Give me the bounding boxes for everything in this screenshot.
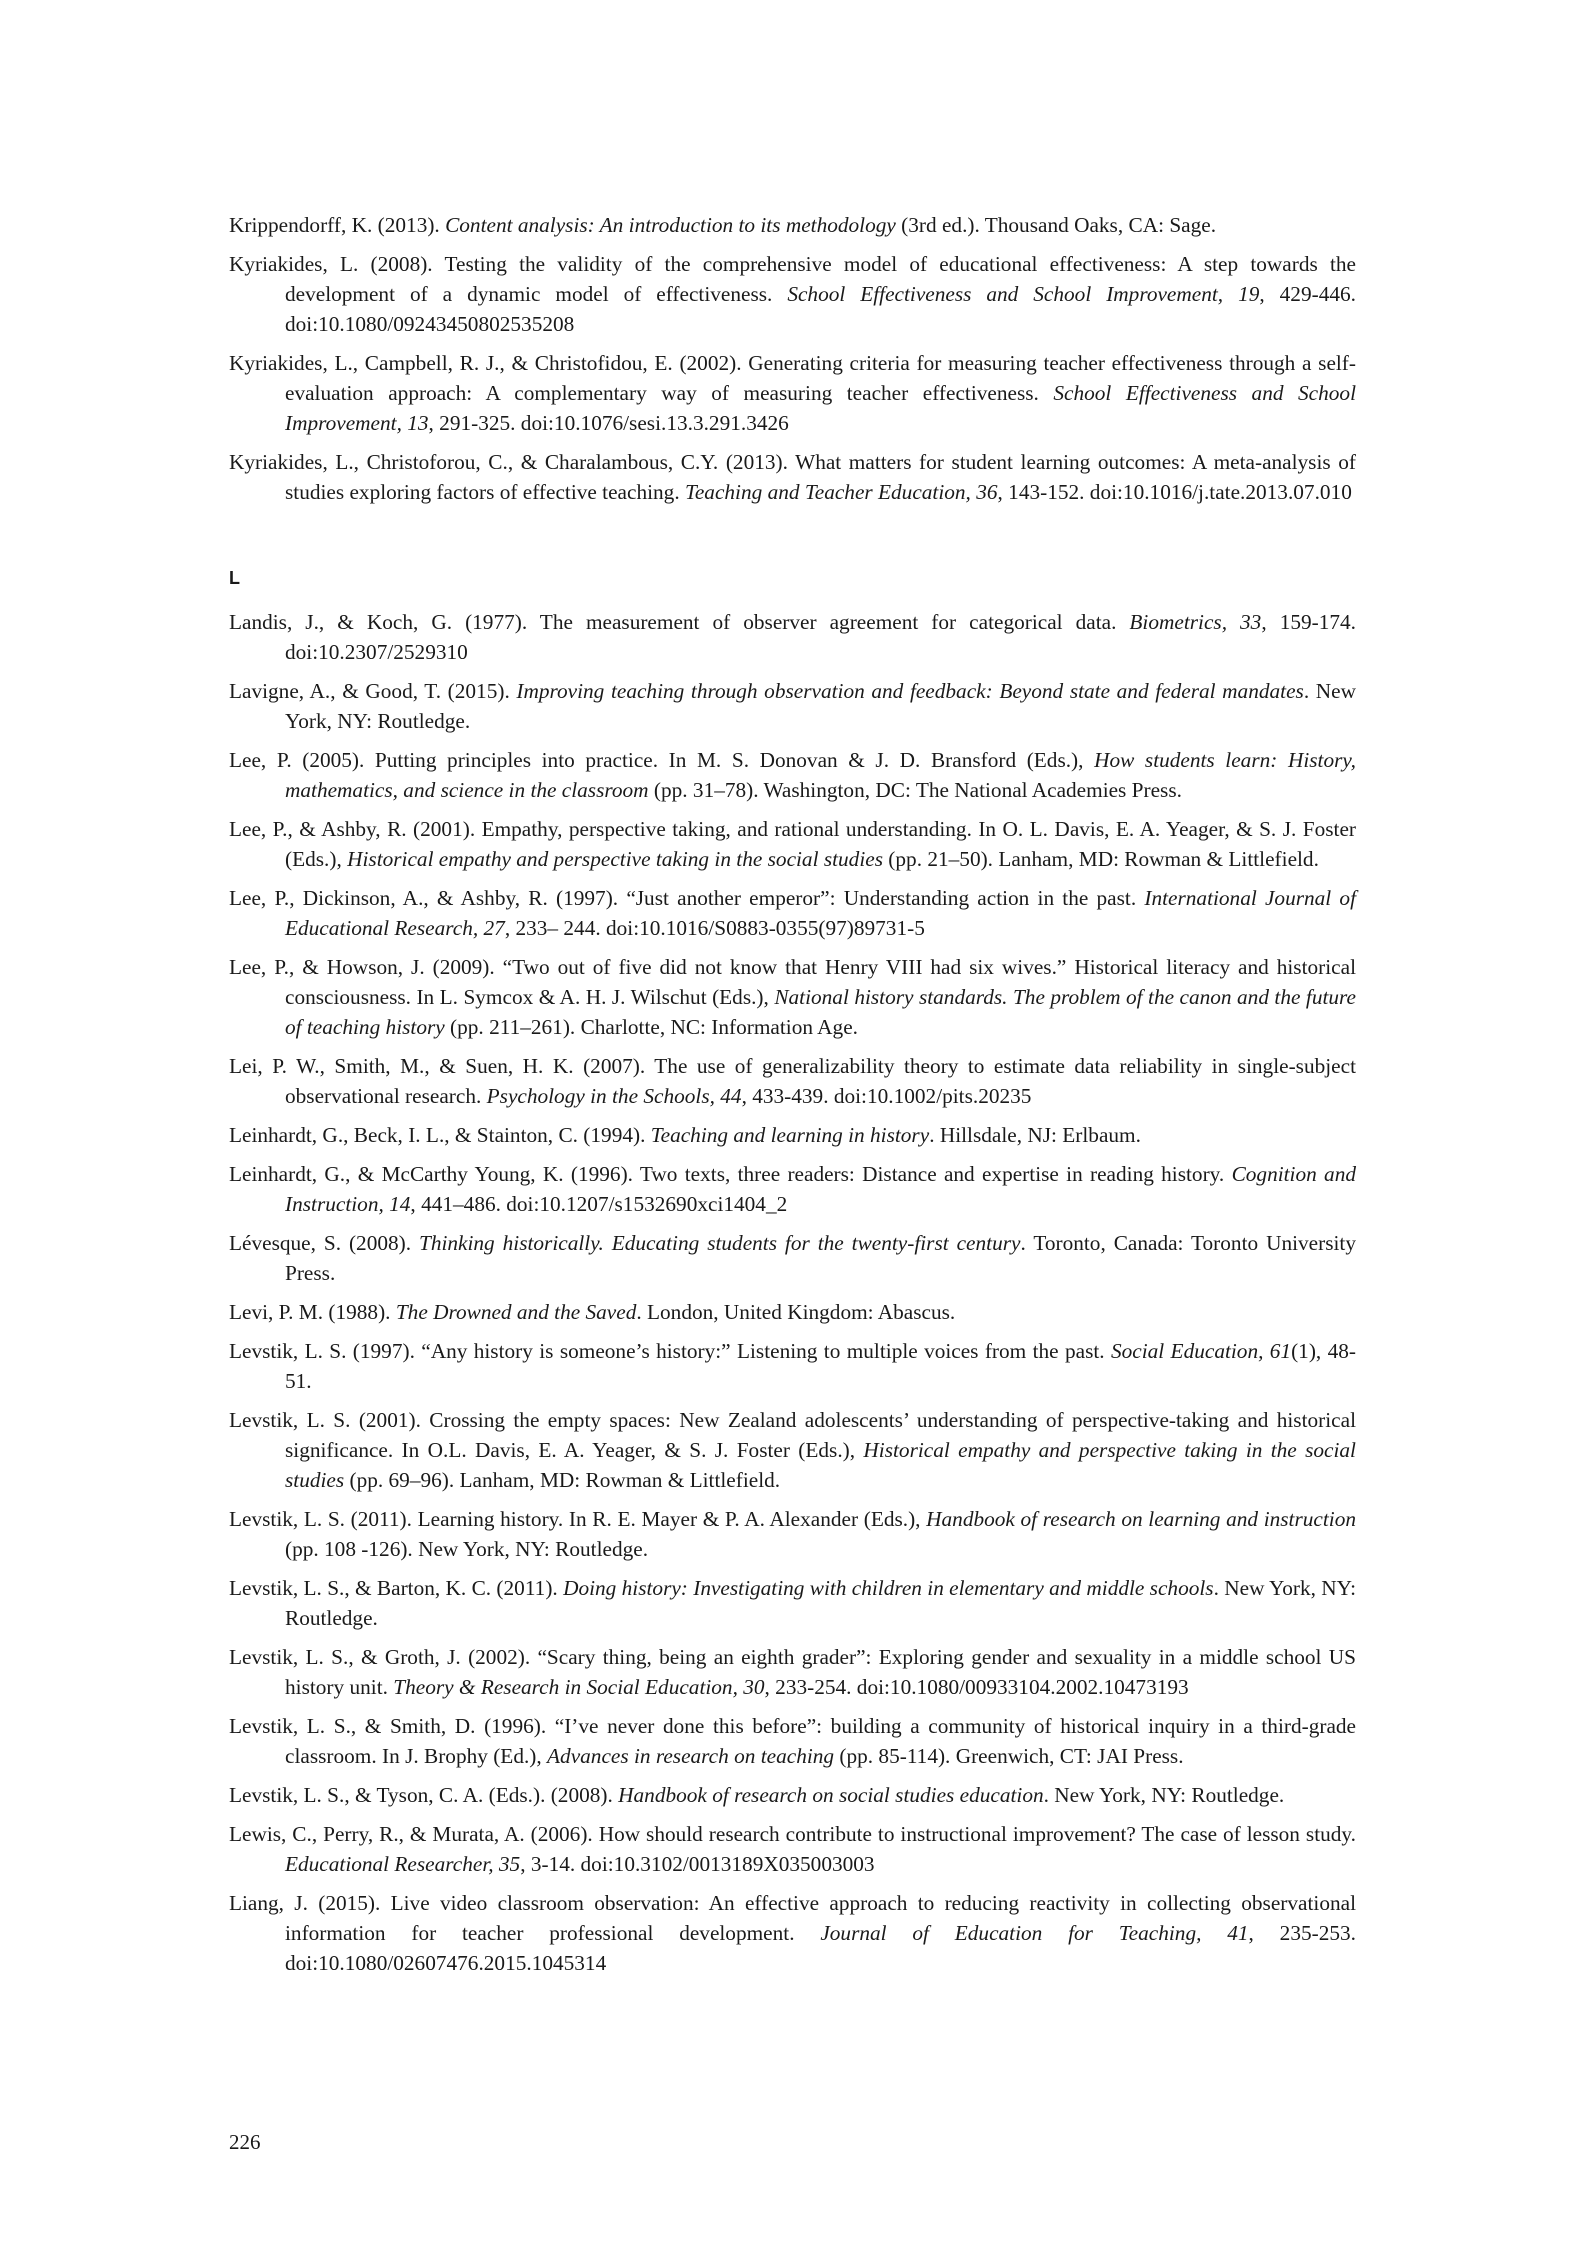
reference-entry	[229, 607, 1356, 667]
references-k	[229, 210, 1356, 507]
reference-source-title: The Drowned and the Saved	[395, 1300, 637, 1324]
reference-entry	[229, 1819, 1356, 1879]
reference-text: Levstik, L. S., & Barton, K. C. (2011).	[229, 1576, 564, 1600]
reference-entry	[229, 1405, 1356, 1495]
reference-text: , 233-254. doi:10.1080/00933104.2002.10473193	[764, 1675, 1189, 1699]
reference-source-title: International Journal of Educational Research, 27	[285, 886, 1356, 940]
reference-entry	[229, 676, 1356, 736]
references-l	[229, 607, 1356, 1978]
reference-entry	[229, 1711, 1356, 1771]
reference-source-title: Advances in research on teaching	[547, 1744, 835, 1768]
reference-text: Levstik, L. S. (2011). Learning history. In R. E. Mayer & P. A. Alexander (Eds.),	[229, 1507, 927, 1531]
reference-entry	[229, 1051, 1356, 1111]
reference-entry	[229, 1780, 1356, 1810]
reference-text: Levstik, L. S., & Groth, J. (2002). “Scary thing, being an eighth grader”: Exploring gender and sexuality in a middle school US history unit.	[229, 1645, 1356, 1699]
reference-entry	[229, 1159, 1356, 1219]
reference-text: Liang, J. (2015). Live video classroom observation: An effective approach to reducing reactivity in collecting observational information for teacher professional development.	[229, 1891, 1356, 1945]
reference-source-title: Educational Researcher, 35	[285, 1852, 521, 1876]
reference-source-title: School Effectiveness and School Improvement, 13	[285, 381, 1356, 435]
reference-text: , 291-325. doi:10.1076/sesi.13.3.291.3426	[428, 411, 789, 435]
reference-source-title: Journal of Education for Teaching, 41	[820, 1921, 1249, 1945]
section-heading-l: L	[229, 568, 240, 588]
reference-source-title: Cognition and Instruction, 14	[285, 1162, 1356, 1216]
reference-entry	[229, 883, 1356, 943]
reference-text: Kyriakides, L., Christoforou, C., & Charalambous, C.Y. (2013). What matters for student learning outcomes: A meta-analysis of studies exploring factors of effective teaching.	[229, 450, 1356, 504]
reference-source-title: Teaching and learning in history	[650, 1123, 930, 1147]
reference-entry	[229, 814, 1356, 874]
reference-text: Leinhardt, G., & McCarthy Young, K. (1996). Two texts, three readers: Distance and expertise in reading history.	[229, 1162, 1232, 1186]
reference-source-title: School Effectiveness and School Improvement, 19	[787, 282, 1260, 306]
page-number: 226	[229, 2130, 261, 2154]
reference-source-title: Psychology in the Schools, 44	[486, 1084, 742, 1108]
reference-entry	[229, 1642, 1356, 1702]
reference-text: Lewis, C., Perry, R., & Murata, A. (2006). How should research contribute to instructional improvement? The case of lesson study.	[229, 1822, 1356, 1846]
reference-text: . Hillsdale, NJ: Erlbaum.	[929, 1123, 1141, 1147]
reference-entry	[229, 745, 1356, 805]
reference-source-title: Biometrics, 33	[1129, 610, 1262, 634]
reference-text: , 235-253. doi:10.1080/02607476.2015.1045314	[285, 1921, 1356, 1975]
reference-text: (pp. 85-114). Greenwich, CT: JAI Press.	[834, 1744, 1184, 1768]
reference-text: (pp. 21–50). Lanham, MD: Rowman & Littlefield.	[882, 847, 1319, 871]
reference-entry	[229, 1888, 1356, 1978]
reference-entry	[229, 447, 1356, 507]
reference-text: , 441–486. doi:10.1207/s1532690xci1404_2	[410, 1192, 788, 1216]
reference-text: (pp. 211–261). Charlotte, NC: Information Age.	[444, 1015, 858, 1039]
reference-source-title: Teaching and Teacher Education, 36	[684, 480, 998, 504]
reference-source-title: Improving teaching through observation and feedback: Beyond state and federal mandates	[516, 679, 1304, 703]
reference-text: Levstik, L. S., & Tyson, C. A. (Eds.). (2008).	[229, 1783, 619, 1807]
reference-entry	[229, 1228, 1356, 1288]
reference-text: Landis, J., & Koch, G. (1977). The measurement of observer agreement for categorical data.	[229, 610, 1130, 634]
reference-text: (1), 48-51.	[285, 1339, 1357, 1393]
reference-text: . London, United Kingdom: Abascus.	[636, 1300, 956, 1324]
reference-source-title: Social Education, 61	[1110, 1339, 1292, 1363]
reference-text: (3rd ed.). Thousand Oaks, CA: Sage.	[895, 213, 1217, 237]
reference-entry	[229, 1504, 1356, 1564]
reference-entry	[229, 348, 1356, 438]
reference-text: Levstik, L. S. (1997). “Any history is someone’s history:” Listening to multiple voices from the past.	[229, 1339, 1111, 1363]
reference-source-title: How students learn: History, mathematics, and science in the classroom	[285, 748, 1356, 802]
reference-text: , 233– 244. doi:10.1016/S0883-0355(97)89731-5	[504, 916, 925, 940]
reference-source-title: Handbook of research on social studies education	[618, 1783, 1044, 1807]
reference-text: Lee, P., Dickinson, A., & Ashby, R. (1997). “Just another emperor”: Understanding action in the past.	[229, 886, 1145, 910]
reference-source-title: Historical empathy and perspective taking in the social studies	[285, 1438, 1356, 1492]
reference-entry	[229, 210, 1356, 240]
reference-text: Lee, P., & Howson, J. (2009). “Two out of five did not know that Henry VIII had six wives.” Historical literacy and historical consciousness. In L. Symcox & A. H. J. Wilschut (Eds.),	[229, 955, 1356, 1009]
reference-source-title: Theory & Research in Social Education, 30	[393, 1675, 765, 1699]
reference-text: (pp. 31–78). Washington, DC: The National Academies Press.	[648, 778, 1182, 802]
reference-text: (pp. 108 -126). New York, NY: Routledge.	[285, 1537, 649, 1561]
reference-text: Lavigne, A., & Good, T. (2015).	[229, 679, 517, 703]
reference-text: , 143-152. doi:10.1016/j.tate.2013.07.010	[997, 480, 1352, 504]
reference-text: . Toronto, Canada: Toronto University Press.	[285, 1231, 1356, 1285]
reference-source-title: Content analysis: An introduction to its methodology	[445, 213, 896, 237]
reference-text: Leinhardt, G., Beck, I. L., & Stainton, C. (1994).	[229, 1123, 651, 1147]
reference-entry	[229, 1297, 1356, 1327]
reference-text: Kyriakides, L. (2008). Testing the validity of the comprehensive model of educational effectiveness: A step towards the development of a dynamic model of effectiveness.	[229, 252, 1356, 306]
reference-source-title: National history standards. The problem of the canon and the future of teaching history	[285, 985, 1356, 1039]
reference-text: Krippendorff, K. (2013).	[229, 213, 446, 237]
reference-text: Levi, P. M. (1988).	[229, 1300, 396, 1324]
reference-source-title: Handbook of research on learning and instruction	[926, 1507, 1356, 1531]
reference-text: . New York, NY: Routledge.	[285, 1576, 1356, 1630]
reference-text: (pp. 69–96). Lanham, MD: Rowman & Littlefield.	[344, 1468, 781, 1492]
reference-text: Kyriakides, L., Campbell, R. J., & Christofidou, E. (2002). Generating criteria for measuring teacher effectiveness through a self-evaluation approach: A complementary way of measuring teacher effectiveness.	[229, 351, 1356, 405]
reference-list	[229, 210, 1356, 1987]
reference-text: . New York, NY: Routledge.	[285, 679, 1356, 733]
reference-text: Levstik, L. S. (2001). Crossing the empty spaces: New Zealand adolescents’ understanding of perspective-taking and historical significance. In O.L. Davis, E. A. Yeager, & S. J. Foster (Eds.),	[229, 1408, 1356, 1462]
reference-text: Lee, P., & Ashby, R. (2001). Empathy, perspective taking, and rational understanding. In O. L. Davis, E. A. Yeager, & S. J. Foster (Eds.),	[229, 817, 1356, 871]
reference-entry	[229, 249, 1356, 339]
reference-text: Lei, P. W., Smith, M., & Suen, H. K. (2007). The use of generalizability theory to estimate data reliability in single-subject observational research.	[229, 1054, 1356, 1108]
reference-text: , 159-174. doi:10.2307/2529310	[285, 610, 1356, 664]
reference-text: Levstik, L. S., & Smith, D. (1996). “I’ve never done this before”: building a community of historical inquiry in a third-grade classroom. In J. Brophy (Ed.),	[229, 1714, 1356, 1768]
reference-text: Lévesque, S. (2008).	[229, 1231, 419, 1255]
reference-text: , 429-446. doi:10.1080/09243450802535208	[285, 282, 1356, 336]
reference-entry	[229, 1573, 1356, 1633]
reference-entry	[229, 1336, 1356, 1396]
reference-entry	[229, 952, 1356, 1042]
reference-source-title: Historical empathy and perspective taking in the social studies	[347, 847, 883, 871]
reference-text: , 433-439. doi:10.1002/pits.20235	[741, 1084, 1032, 1108]
reference-entry	[229, 1120, 1356, 1150]
reference-text: , 3-14. doi:10.3102/0013189X035003003	[520, 1852, 875, 1876]
reference-source-title: Thinking historically. Educating students for the twenty-first century	[418, 1231, 1021, 1255]
reference-source-title: Doing history: Investigating with children in elementary and middle schools	[563, 1576, 1214, 1600]
reference-text: Lee, P. (2005). Putting principles into practice. In M. S. Donovan & J. D. Bransford (Eds.),	[229, 748, 1095, 772]
reference-text: . New York, NY: Routledge.	[1043, 1783, 1285, 1807]
